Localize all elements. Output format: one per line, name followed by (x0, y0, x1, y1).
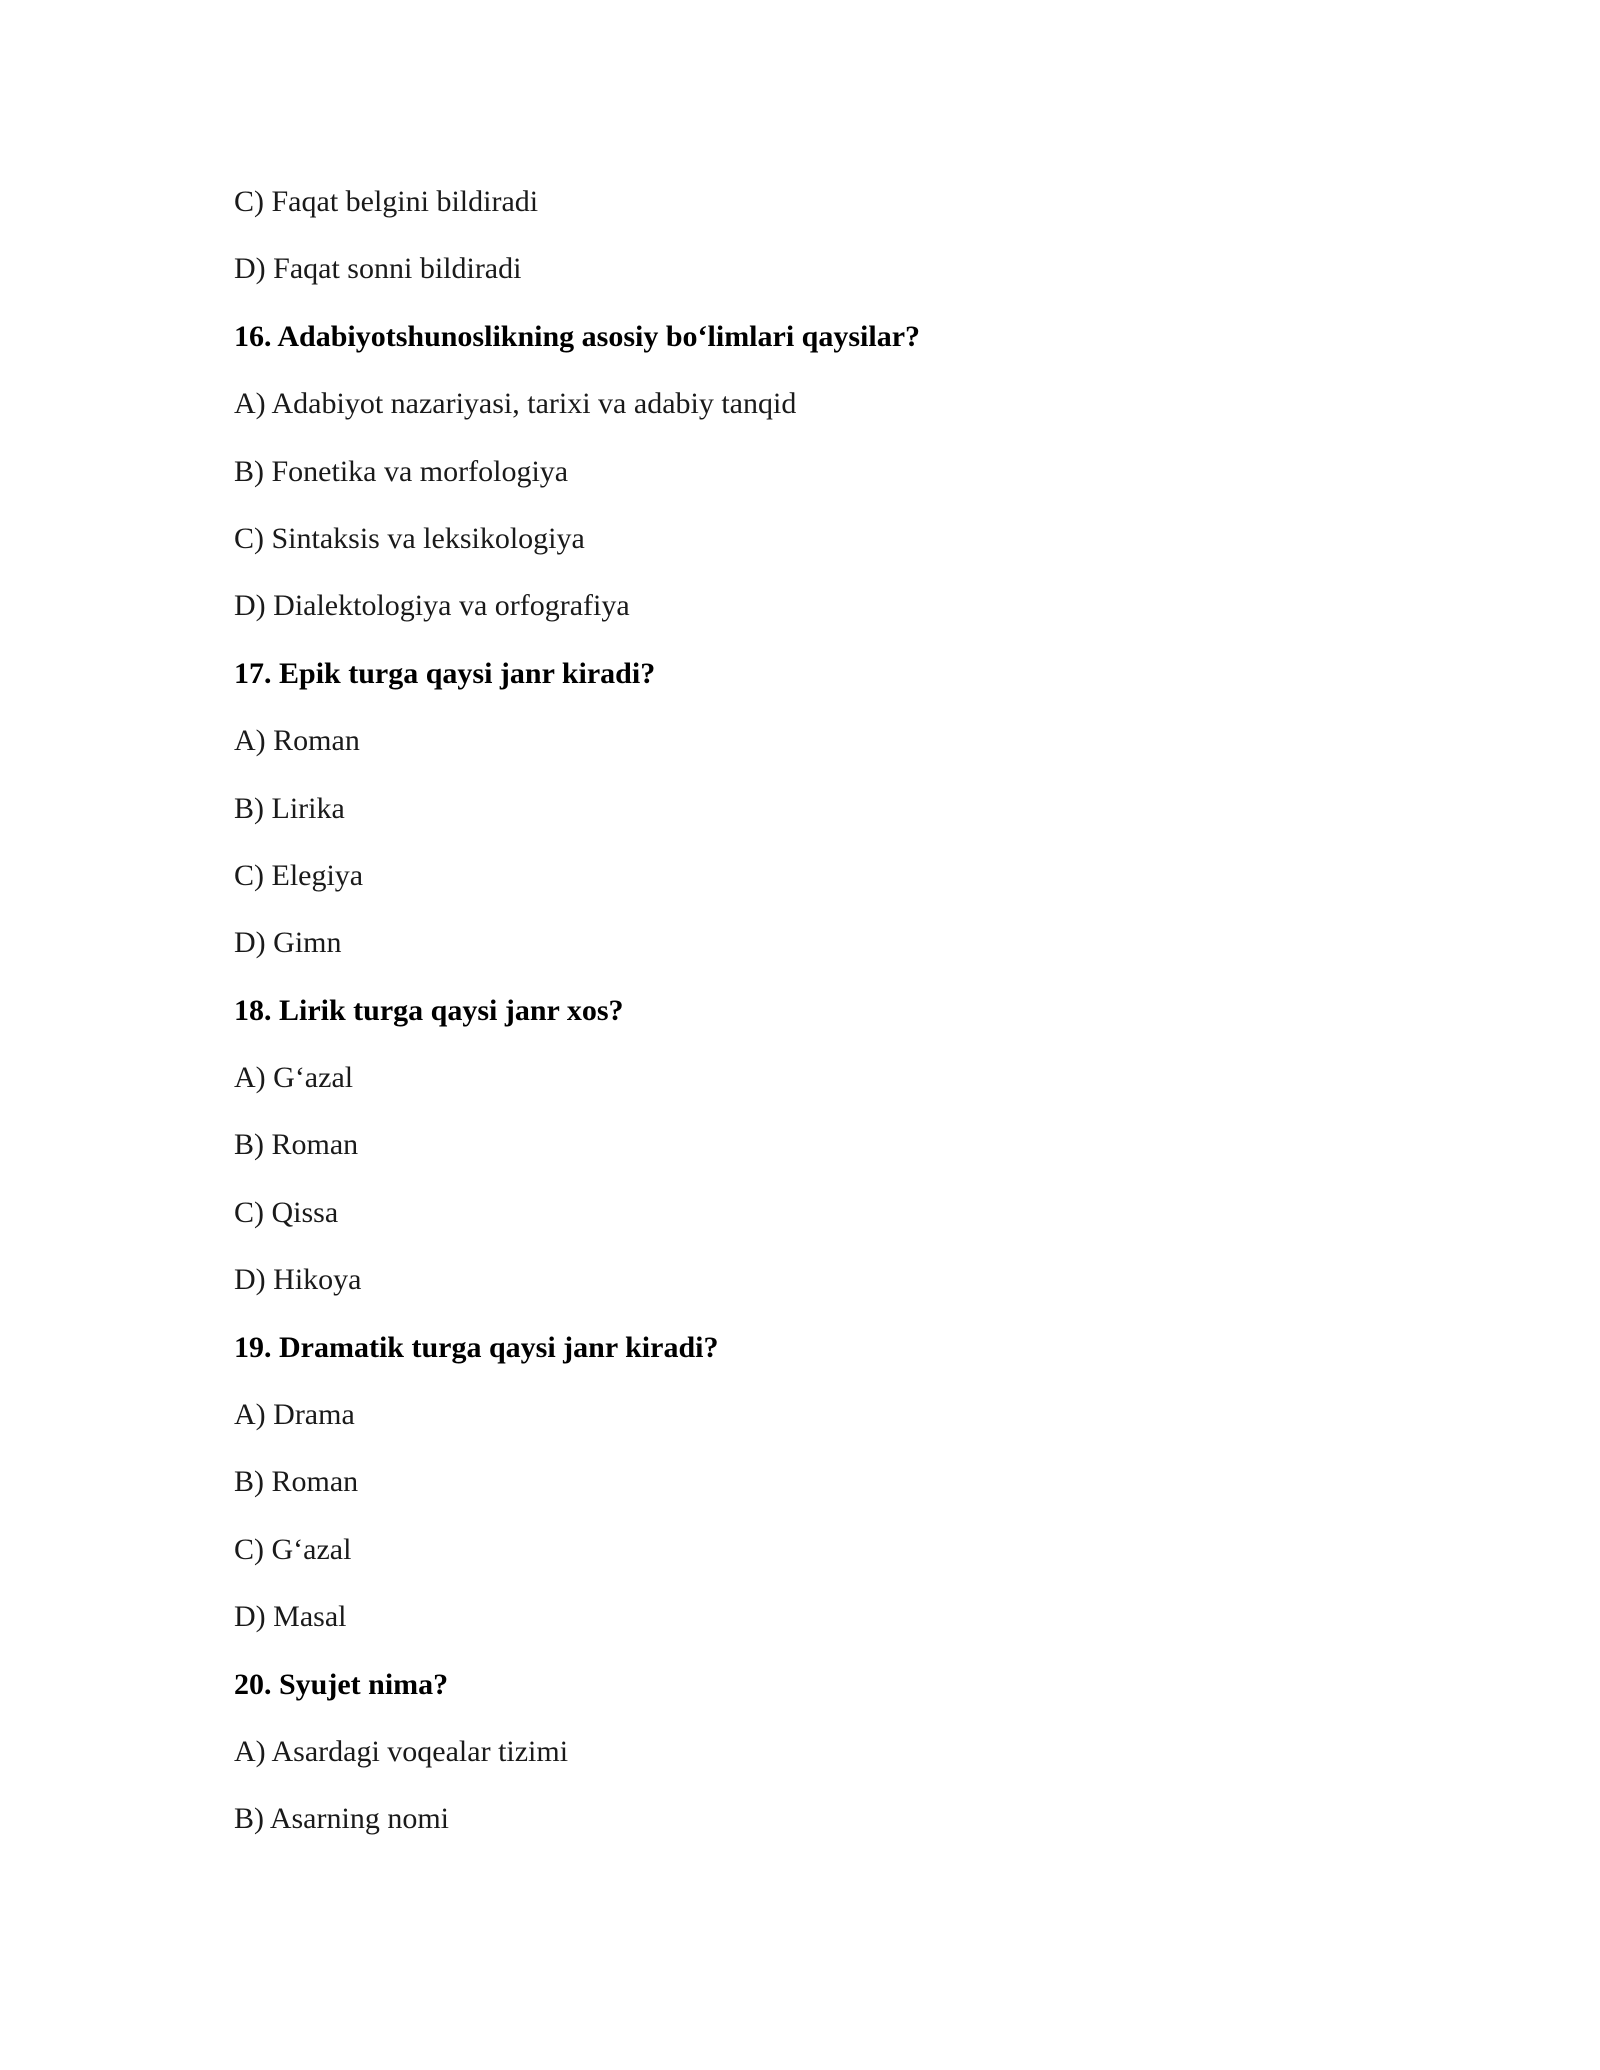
answer-option: C) G‘azal (234, 1532, 352, 1566)
answer-option: C) Elegiya (234, 858, 364, 892)
answer-option: C) Qissa (234, 1195, 339, 1229)
answer-option: C) Sintaksis va leksikologiya (234, 521, 585, 555)
answer-option: A) Asardagi voqealar tizimi (234, 1734, 569, 1768)
answer-option: B) Roman (234, 1128, 359, 1162)
document-body (234, 180, 1414, 1865)
answer-option: B) Lirika (234, 791, 345, 825)
answer-option: A) Roman (234, 724, 360, 758)
answer-option: D) Dialektologiya va orfografiya (234, 589, 630, 623)
answer-option: C) Faqat belgini bildiradi (234, 185, 539, 218)
question-heading: 20. Syujet nima? (234, 1667, 449, 1701)
question-heading: 18. Lirik turga qaysi janr xos? (234, 993, 624, 1027)
answer-option: D) Masal (234, 1600, 347, 1634)
question-heading: 17. Epik turga qaysi janr kiradi? (234, 656, 656, 690)
answer-option: D) Hikoya (234, 1263, 362, 1297)
answer-option: A) Adabiyot nazariyasi, tarixi va adabiy tanqid (234, 387, 797, 421)
answer-option: B) Fonetika va morfologiya (234, 454, 569, 488)
answer-option: A) Drama (234, 1398, 355, 1432)
answer-option: A) G‘azal (234, 1061, 354, 1095)
answer-option: B) Roman (234, 1465, 359, 1499)
answer-option: B) Asarning nomi (234, 1802, 449, 1836)
question-heading: 19. Dramatik turga qaysi janr kiradi? (234, 1330, 719, 1364)
question-heading: 16. Adabiyotshunoslikning asosiy bo‘limlari qaysilar? (234, 319, 921, 353)
answer-option: D) Gimn (234, 926, 342, 960)
answer-option: D) Faqat sonni bildiradi (234, 252, 522, 286)
